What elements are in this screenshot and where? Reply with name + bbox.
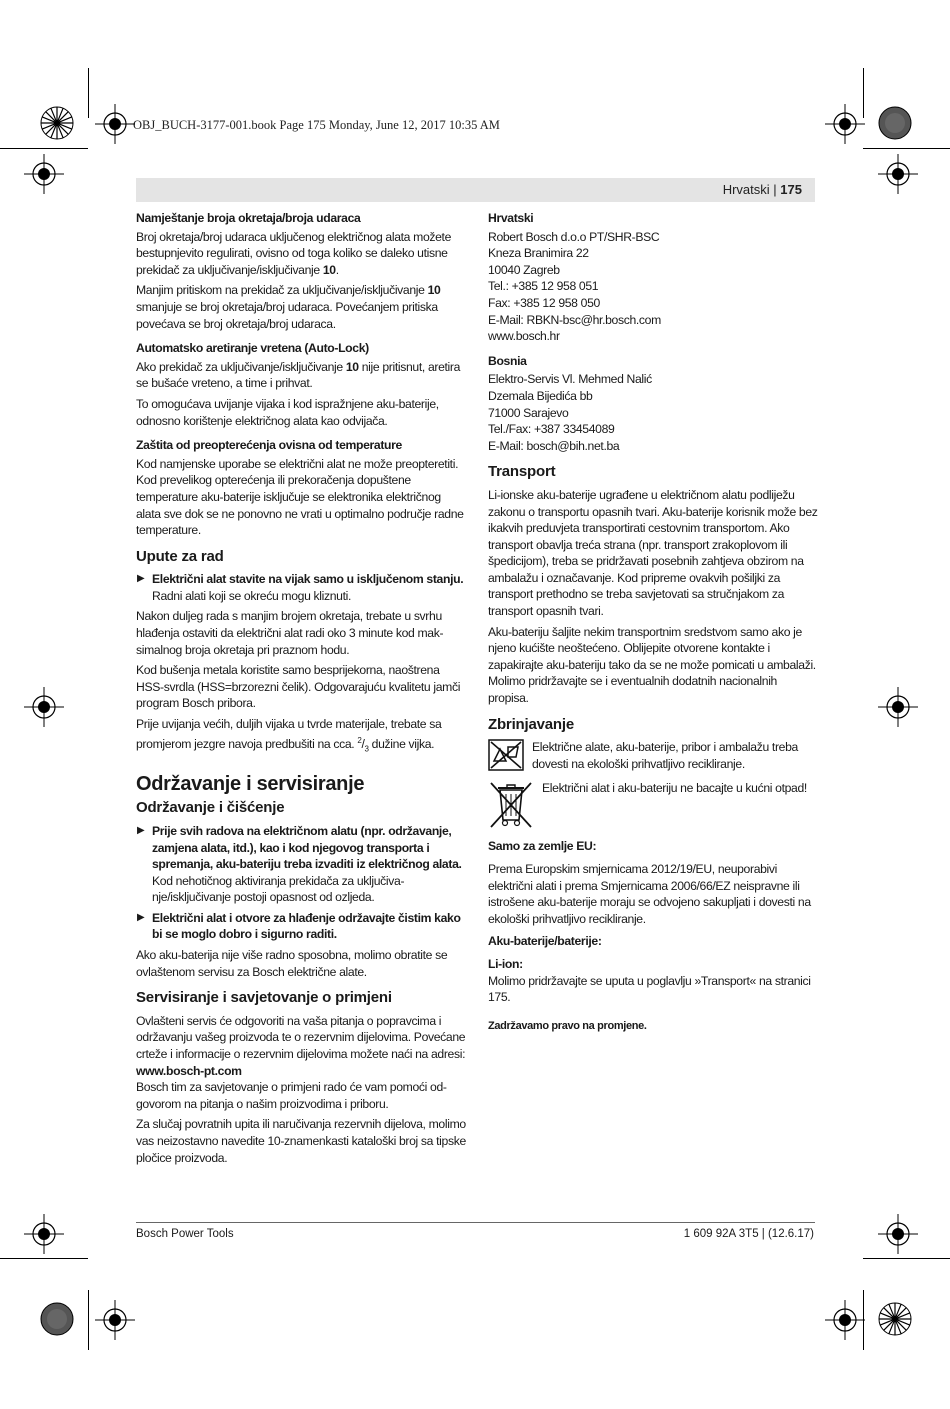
maintenance-paragraph: Ako aku-baterija nije više radno sposobna, molimo obratite se ovlaštenom servisu za Bosch električne alate. (136, 948, 448, 979)
left-column (136, 210, 466, 1170)
crop-mark (88, 1290, 89, 1350)
speed-setting-heading: Namještanje broja okretaja/broja udaraca (136, 211, 361, 225)
address-line: www.bosch.hr (488, 329, 560, 344)
working-advice-paragraph-3: Prije uvijanja većih, duljih vijaka u tvrde materijale, trebate sa promjerom jezgre navoja predbušiti na cca. $^2/_3$ dužine vijka. (136, 717, 442, 754)
color-target-icon (878, 1302, 912, 1336)
registration-mark-icon (878, 687, 918, 727)
address-line: Robert Bosch d.o.o PT/SHR-BSC (488, 229, 660, 244)
address-line: Tel./Fax: +387 33454089 (488, 422, 615, 437)
registration-mark-icon (878, 1214, 918, 1254)
li-ion-paragraph: Molimo pridržavajte se uputa u poglavlju »Transport« na stranici 175. (488, 973, 811, 1005)
reserve-changes-note: Zadržavamo pravo na promjene. (488, 1019, 647, 1032)
batteries-heading: Aku-baterije/baterije: (488, 934, 602, 949)
service-paragraph-1: Ovlašteni servis će odgovoriti na vaša pitanja o popravcima i održavanju vašeg proizvoda te o rezervnim dijelovima. Povećane crteže i informacije o rezervnim dijelovima možete naći na adresi: (136, 1013, 466, 1062)
registration-mark-icon (95, 1300, 135, 1340)
crop-mark (863, 148, 950, 149)
address-line: 10040 Zagreb (488, 262, 560, 277)
eu-directive-paragraph: Prema Europskim smjernicama 2012/19/EU, neuporabivi električni alati i prema Smjernicama 2006/66/EZ neispravne ili istrošene aku-baterije moraju se odvojeno sakupljati i dovesti na ekološki prihvatljivo recikliranje. (488, 862, 811, 926)
color-target-icon (40, 1302, 74, 1336)
speed-setting-paragraph-1: Broj okretaja/broj udaraca uključenog električnog alata možete bestupnjevito regulirati, ovisno od toga koliko se daleko utisne prekidač za uključivanje/isključivanje 10. (136, 229, 452, 277)
overload-paragraph: Kod namjenske uporabe se električni alat ne može preopteretiti. Kod prevelikog opterećenja ili prekoračenja dopuštene temperature aku-baterije isključuje se elektronika električnog alata sve dok se ne ponovno ne vrati u optimalno područje radne temperature. (136, 456, 464, 538)
no-household-waste-text: Električni alat i aku-bateriju ne bacajte u kućni otpad! (542, 781, 807, 796)
page-number: 175 (780, 182, 802, 197)
color-target-icon (878, 106, 912, 140)
address-croatia (488, 210, 818, 345)
address-croatia-title: Hrvatski (488, 211, 534, 225)
footer-document-number: 1 609 92A 3T5 | (12.6.17) (683, 1228, 814, 1240)
disposal-heading: Zbrinjavanje (488, 715, 574, 733)
address-line: Dzemala Bijedića bb (488, 388, 593, 403)
cleaning-heading: Održavanje i čišćenje (136, 799, 285, 817)
crop-mark (88, 68, 89, 118)
address-bosnia-title: Bosnia (488, 353, 527, 368)
address-line: 71000 Sarajevo (488, 405, 569, 420)
working-advice-paragraph-1: Nakon duljeg rada s manjim brojem okretaja, trebate u svrhu hlađenja ostaviti da električni alat radi oko 3 minute kod maksimalnog broja okretaja pri praznom hodu. (136, 609, 444, 657)
maintenance-bullet-2: ▶ Električni alat i otvore za hlađenje održavajte čistim kako bi se moglo dobro i sigurno raditi. (137, 910, 461, 942)
li-ion-heading: Li-ion: (488, 956, 523, 971)
crop-mark (0, 1258, 88, 1259)
header-separator: | (773, 182, 777, 197)
registration-mark-icon (24, 1214, 64, 1254)
address-line: Elektro-Servis Vl. Mehmed Nalić (488, 372, 652, 387)
transport-paragraph-2: Aku-bateriju šaljite nekim transportnim sredstvom samo ako je njeno kućište neoštećeno. Oblijepite otvorene kontakte i zapakirajte aku-bateriju tako da se ne može pomicati u ambalaži. (488, 624, 816, 672)
recycling-icon (488, 739, 524, 771)
working-advice-paragraph-2: Kod bušenja metala koristite samo besprijekorna, naoštrena HSS-svrdla (HSS=brzorezni čelik). Odgovarajuću kvalitetu jamči program Bosch pribora. (136, 663, 461, 711)
eu-only-heading: Samo za zemlje EU: (488, 839, 597, 854)
transport-paragraph-3: Molimo pridržavajte se i eventualnih dodatnih nacionalnih propisa. (488, 674, 777, 706)
color-target-icon (40, 106, 74, 140)
auto-lock-paragraph-2: To omogućava uvijanje vijaka i kod ispražnjene aku-baterije, odnosno korištenje električnog alata kao odvijača. (136, 396, 439, 428)
speed-setting-paragraph-2: Manjim pritiskom na prekidač za uključivanje/isključivanje 10 smanjuje se broj okretaja/broj udaraca. Povećanjem pritiska povećava se broj okretaja/broj udaraca. (136, 283, 441, 331)
header-bar (136, 178, 815, 202)
page-header (723, 182, 802, 197)
transport-heading: Transport (488, 463, 556, 481)
registration-mark-icon (825, 1300, 865, 1340)
maintenance-heading: Održavanje i servisiranje (136, 772, 365, 795)
address-line: Kneza Branimira 22 (488, 246, 589, 261)
footer-brand: Bosch Power Tools (136, 1228, 234, 1240)
service-heading: Servisiranje i savjetovanje o primjeni (136, 989, 392, 1007)
bullet-triangle-icon: ▶ (137, 573, 145, 585)
crop-mark (863, 1258, 950, 1259)
address-bosnia (488, 353, 818, 455)
address-line: Fax: +385 12 958 050 (488, 295, 600, 310)
footer-divider (136, 1222, 815, 1223)
registration-mark-icon (24, 154, 64, 194)
header-language: Hrvatski (722, 182, 770, 197)
auto-lock-heading: Automatsko aretiranje vretena (Auto-Lock) (136, 341, 369, 356)
auto-lock-paragraph-1: Ako prekidač za uključivanje/isključivanje 10 nije pritisnut, aretira se bušaće vreteno, a time i prihvat. (136, 359, 461, 391)
print-info: OBJ_BUCH-3177-001.book Page 175 Monday, June 12, 2017 10:35 AM (133, 118, 500, 132)
right-column (488, 210, 818, 1038)
registration-mark-icon (878, 154, 918, 194)
registration-mark-icon (95, 104, 135, 144)
overload-heading: Zaštita od preopterećenja ovisna od temperature (136, 438, 402, 453)
service-paragraph-3: Za slučaj povratnih upita ili naručivanja rezervnih dijelova, molimo vas neizostavno navedite 10-znamenkasti kataloški broj sa tipske pločice proizvoda. (136, 1117, 466, 1165)
working-advice-heading: Upute za rad (136, 547, 224, 565)
address-line: E-Mail: RBKN-bsc@hr.bosch.com (488, 312, 661, 327)
working-advice-bullet: ▶ Električni alat stavite na vijak samo u isključenom stanju. Radni alati koji se okreću mogu kliznuti. (137, 572, 464, 603)
registration-mark-icon (24, 687, 64, 727)
no-household-waste-row (488, 780, 818, 830)
address-line: Tel.: +385 12 958 051 (488, 279, 599, 294)
service-paragraph-2: Bosch tim za savjetovanje o primjeni rado će vam pomoći odgovorom na pitanja o našim proizvodima i priboru. (136, 1080, 447, 1111)
registration-mark-icon (825, 104, 865, 144)
address-line: E-Mail: bosch@bih.net.ba (488, 438, 620, 453)
crossed-bin-icon (488, 780, 534, 830)
bullet-triangle-icon: ▶ (137, 911, 145, 923)
crop-mark (0, 148, 88, 149)
bullet-triangle-icon: ▶ (137, 824, 145, 836)
maintenance-bullet-1: ▶ Prije svih radova na električnom alatu (npr. održavanje, zamjena alata, itd.), kao i kod njegovog transporta i spremanja, aku-bateriju treba izvaditi iz električnog alata. Kod nehotičnog aktiviranja prekidača za uključivanje/isključivanje postoji opasnost od ozljeda. (137, 823, 462, 905)
transport-paragraph-1: Li-ionske aku-baterije ugrađene u električnom alatu podliježu zakonu o transportu opasnih tvari. Aku-baterije korisnik može bez ikakvih preduvjeta transportirati cestovnim transportom. Ako transport obavlja treća strana (npr. transport zrakoplovom ili špedicijom), treba se pridržavati posebnih zahtjeva obzirom na ambalažu i označavanje. Kod pripreme ovakvih pošiljki za transport prethodno se treba savjetovati sa stručnjakom za transport opasnih tvari. (488, 487, 818, 619)
recycling-row (488, 739, 818, 772)
service-url: www.bosch-pt.com (136, 1063, 242, 1078)
recycling-text: Električne alate, aku-baterije, pribor i ambalažu treba dovesti na ekološki prihvatljivo recikliranje. (532, 740, 798, 771)
